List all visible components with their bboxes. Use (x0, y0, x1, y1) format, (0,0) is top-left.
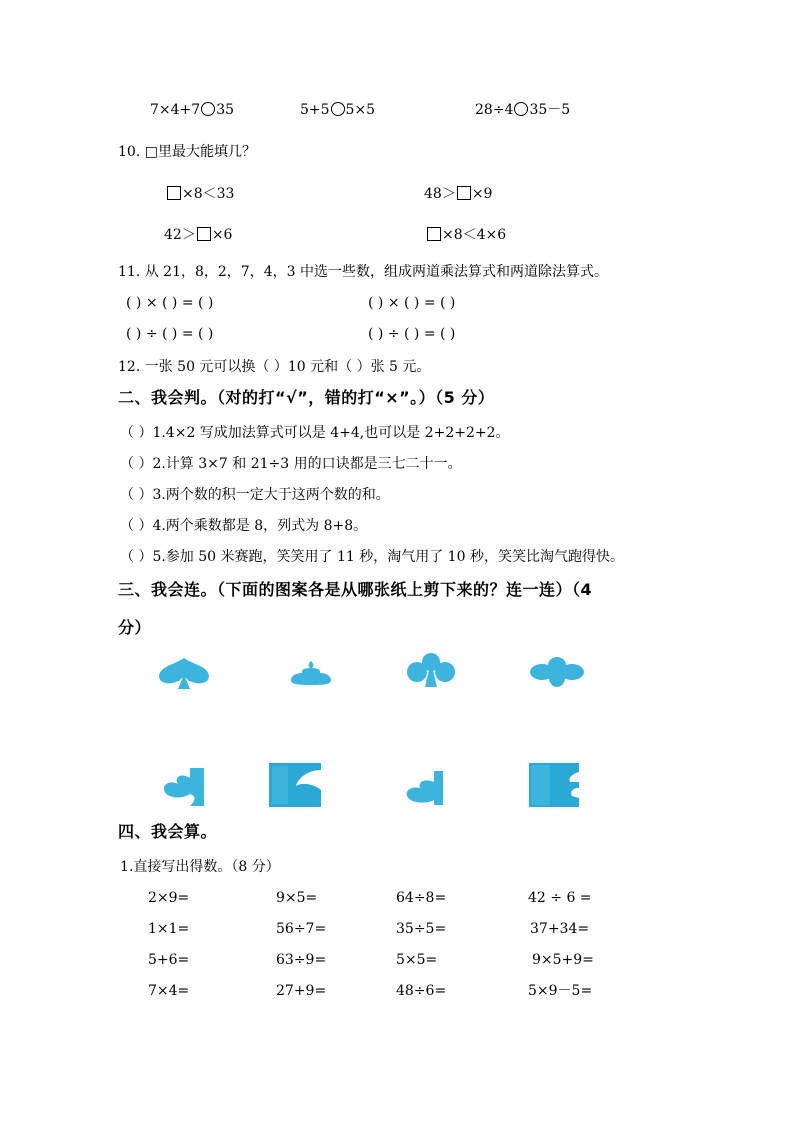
section4-subtitle: 1.直接写出得数。（8 分） (120, 859, 280, 875)
calc-r2-c1[interactable]: 1×1= (148, 921, 190, 937)
spade-shape[interactable] (156, 656, 212, 690)
calc-r3-c3[interactable]: 5×5= (396, 952, 438, 968)
q11-row2-left[interactable]: ( ) ÷ ( ) = ( ) (126, 326, 214, 342)
judge-item-3[interactable]: （ ）3.两个数的积一定大于这两个数的和。 (120, 487, 390, 503)
q11-row1-left[interactable]: ( ) × ( ) = ( ) (126, 295, 214, 311)
compare-c-left: 28÷4 (475, 102, 514, 118)
q10-e1-text: ×8＜33 (182, 186, 235, 202)
compare-a-left: 7×4+7 (150, 102, 201, 118)
compare-b-right: 5×5 (345, 102, 376, 118)
compare-b-left: 5+5 (300, 102, 330, 118)
clover-shape[interactable] (528, 656, 586, 688)
judge-item-4[interactable]: （ ）4.两个乘数都是 8，列式为 8+8。 (120, 518, 368, 534)
calc-r1-c4[interactable]: 42 ÷ 6 = (528, 890, 592, 906)
calc-r1-c2[interactable]: 9×5= (276, 890, 318, 906)
calc-r3-c4[interactable]: 9×5+9= (532, 952, 594, 968)
judge-item-1[interactable]: （ ）1.4×2 写成加法算式可以是 4+4,也可以是 2+2+2+2。 (120, 425, 510, 441)
q10-expr-2 (424, 186, 492, 201)
calc-r2-c4[interactable]: 37+34= (530, 921, 590, 937)
tiered-shape[interactable] (288, 660, 334, 686)
q10-blank-2[interactable] (457, 186, 471, 200)
q10-expr-1 (166, 186, 234, 201)
section2-title: 二、我会判。（对的打“√”，错的打“×”。）（5 分） (118, 388, 495, 407)
judge-item-5[interactable]: （ ）5.参加 50 米赛跑，笑笑用了 11 秒，淘气用了 10 秒，笑笑比淘气跑得快。 (120, 549, 624, 565)
q10-e2-right: ×9 (471, 186, 493, 202)
q10-e3-left: 42＞ (164, 227, 196, 243)
club-shape[interactable] (402, 652, 460, 688)
calc-r3-c2[interactable]: 63÷9= (276, 952, 327, 968)
compare-item-b (300, 102, 375, 117)
q12-text: 12. 一张 50 元可以换（ ）10 元和（ ）张 5 元。 (118, 359, 431, 375)
compare-circle-a[interactable] (201, 102, 215, 116)
q10-expr-4 (426, 227, 506, 242)
folded-paper-1[interactable] (160, 766, 206, 808)
calc-r1-c1[interactable]: 2×9= (148, 890, 190, 906)
folded-paper-3[interactable] (404, 770, 444, 806)
q10-blank-3[interactable] (197, 227, 211, 241)
q10-expr-3 (164, 227, 232, 242)
calc-r3-c1[interactable]: 5+6= (148, 952, 190, 968)
judge-item-2[interactable]: （ ）2.计算 3×7 和 21÷3 用的口诀都是三七二十一。 (120, 456, 462, 472)
compare-item-a (150, 102, 234, 117)
calc-r2-c2[interactable]: 56÷7= (276, 921, 327, 937)
calc-r4-c4[interactable]: 5×9－5= (528, 983, 593, 999)
section3-title-line2: 分） (118, 618, 152, 637)
section4-title: 四、我会算。 (118, 822, 218, 841)
compare-c-right: 35－5 (529, 102, 571, 118)
q11-row1-right[interactable]: ( ) × ( ) = ( ) (368, 295, 456, 311)
folded-paper-2[interactable] (268, 762, 322, 808)
q10-title: 10. □里最大能填几？ (118, 144, 256, 160)
q10-blank-1[interactable] (167, 186, 181, 200)
q10-e2-left: 48＞ (424, 186, 456, 202)
q10-e4-text: ×8＜4×6 (442, 227, 507, 243)
calc-r4-c2[interactable]: 27+9= (276, 983, 327, 999)
q10-e3-right: ×6 (211, 227, 233, 243)
compare-circle-c[interactable] (514, 102, 528, 116)
calc-r4-c1[interactable]: 7×4= (148, 983, 190, 999)
compare-circle-b[interactable] (331, 102, 345, 116)
q11-row2-right[interactable]: ( ) ÷ ( ) = ( ) (368, 326, 456, 342)
compare-item-c (475, 102, 570, 117)
compare-a-right: 35 (216, 102, 235, 118)
q11-title: 11. 从 21，8，2，7，4，3 中选一些数，组成两道乘法算式和两道除法算式。 (118, 264, 608, 280)
calc-r2-c3[interactable]: 35÷5= (396, 921, 447, 937)
section3-title-line1: 三、我会连。（下面的图案各是从哪张纸上剪下来的？连一连）（4 (118, 580, 593, 599)
calc-r4-c3[interactable]: 48÷6= (396, 983, 447, 999)
calc-r1-c3[interactable]: 64÷8= (396, 890, 447, 906)
q10-blank-4[interactable] (427, 227, 441, 241)
folded-paper-4[interactable] (528, 762, 580, 808)
